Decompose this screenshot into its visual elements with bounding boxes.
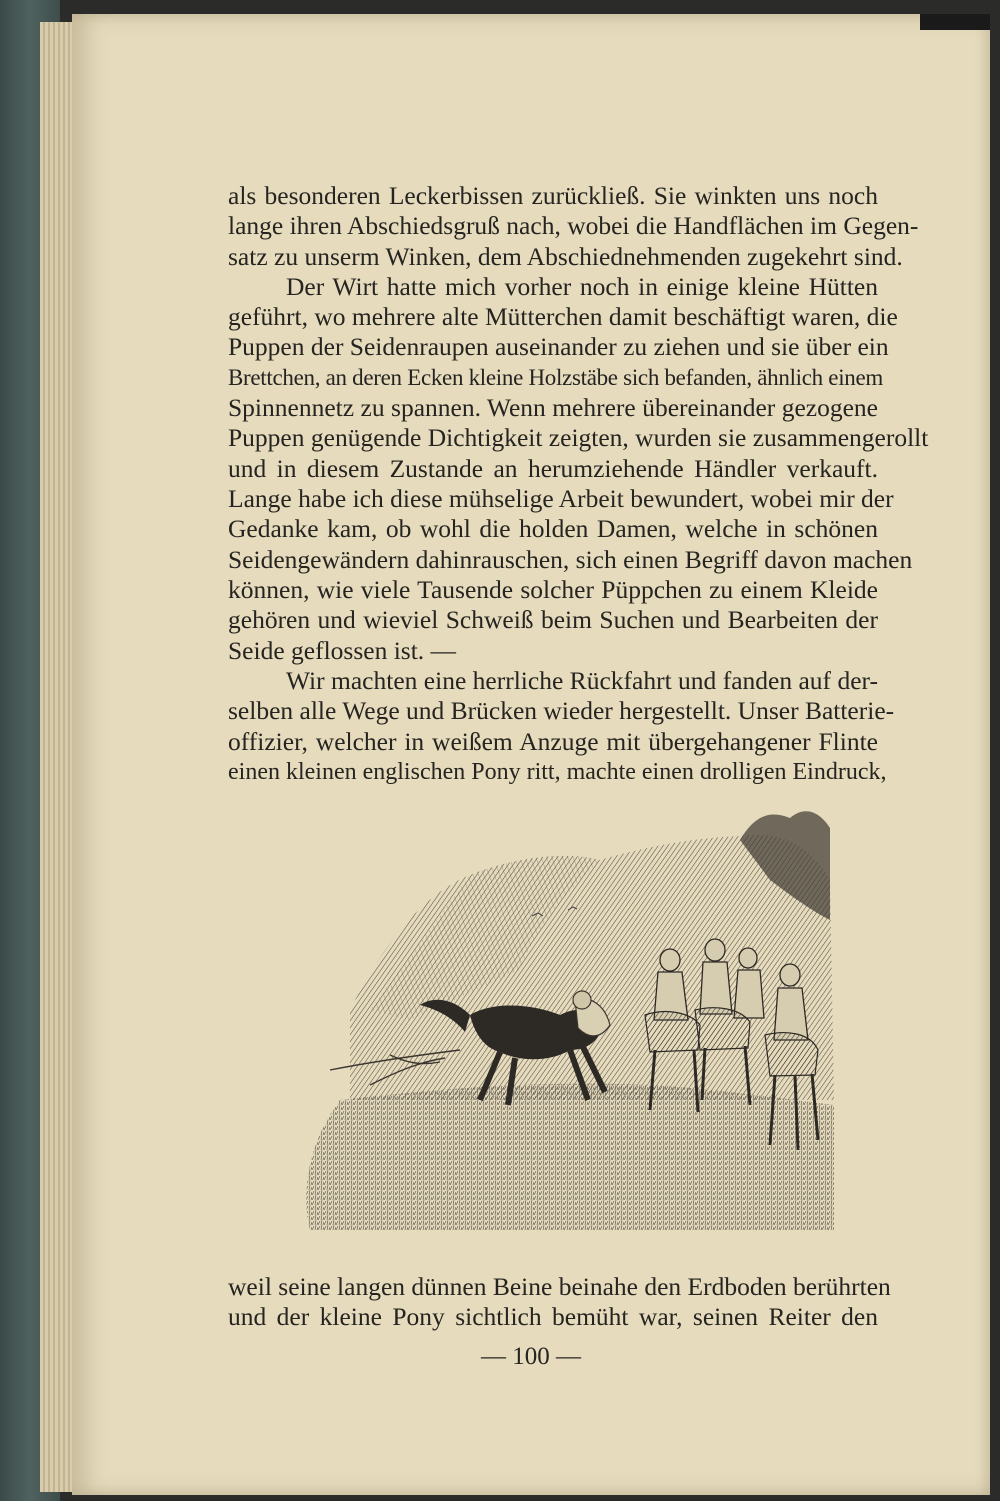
text-line: Lange habe ich diese mühselige Arbeit bewundert, wobei mir der	[228, 484, 894, 513]
text-line: Wir machten eine herrliche Rückfahrt und fanden auf der-	[286, 666, 878, 695]
scan-corner	[920, 14, 990, 30]
text-line: Puppen genügende Dichtigkeit zeigten, wurden sie zusammengerollt	[228, 423, 929, 452]
text-line: und in diesem Zustande an herumziehende Händler verkauft.	[228, 454, 878, 483]
text-line: lange ihren Abschiedsgruß nach, wobei die Handflächen im Gegen-	[228, 211, 919, 240]
text-line: geführt, wo mehrere alte Mütterchen damit beschäftigt waren, die	[228, 302, 898, 331]
text-line: einen kleinen englischen Pony ritt, machte einen drolligen Eindruck,	[228, 759, 887, 785]
text-line: satz zu unserm Winken, dem Abschiednehmenden zugekehrt sind.	[228, 242, 903, 271]
text-line: Brettchen, an deren Ecken kleine Holzstäbe sich befanden, ähnlich einem	[228, 365, 883, 390]
text-line: Seide geflossen ist. —	[228, 636, 457, 665]
book-page	[72, 14, 990, 1495]
engraving-illustration	[270, 800, 834, 1230]
text-line: können, wie viele Tausende solcher Püppchen zu einem Kleide	[228, 575, 878, 604]
text-line: Puppen der Seidenraupen auseinander zu ziehen und sie über ein	[228, 332, 889, 361]
text-line: Seidengewändern dahinrauschen, sich einen Begriff davon machen	[228, 545, 913, 574]
text-line: Spinnennetz zu spannen. Wenn mehrere übereinander gezogene	[228, 393, 878, 422]
text-line: offizier, welcher in weißem Anzuge mit übergehangener Flinte	[228, 727, 878, 756]
text-line: Gedanke kam, ob wohl die holden Damen, welche in schönen	[228, 514, 878, 543]
text-line: als besonderen Leckerbissen zurückließ. Sie winkten uns noch	[228, 181, 878, 210]
text-line: und der kleine Pony sichtlich bemüht war, seinen Reiter den	[228, 1302, 878, 1331]
text-line: weil seine langen dünnen Beine beinahe den Erdboden berührten	[228, 1272, 891, 1301]
text-line: selben alle Wege und Brücken wieder hergestellt. Unser Batterie-	[228, 696, 895, 725]
text-line: gehören und wieviel Schweiß beim Suchen und Bearbeiten der	[228, 605, 878, 634]
page-number: — 100 —	[481, 1343, 581, 1370]
text-line: Der Wirt hatte mich vorher noch in einige kleine Hütten	[286, 272, 878, 301]
